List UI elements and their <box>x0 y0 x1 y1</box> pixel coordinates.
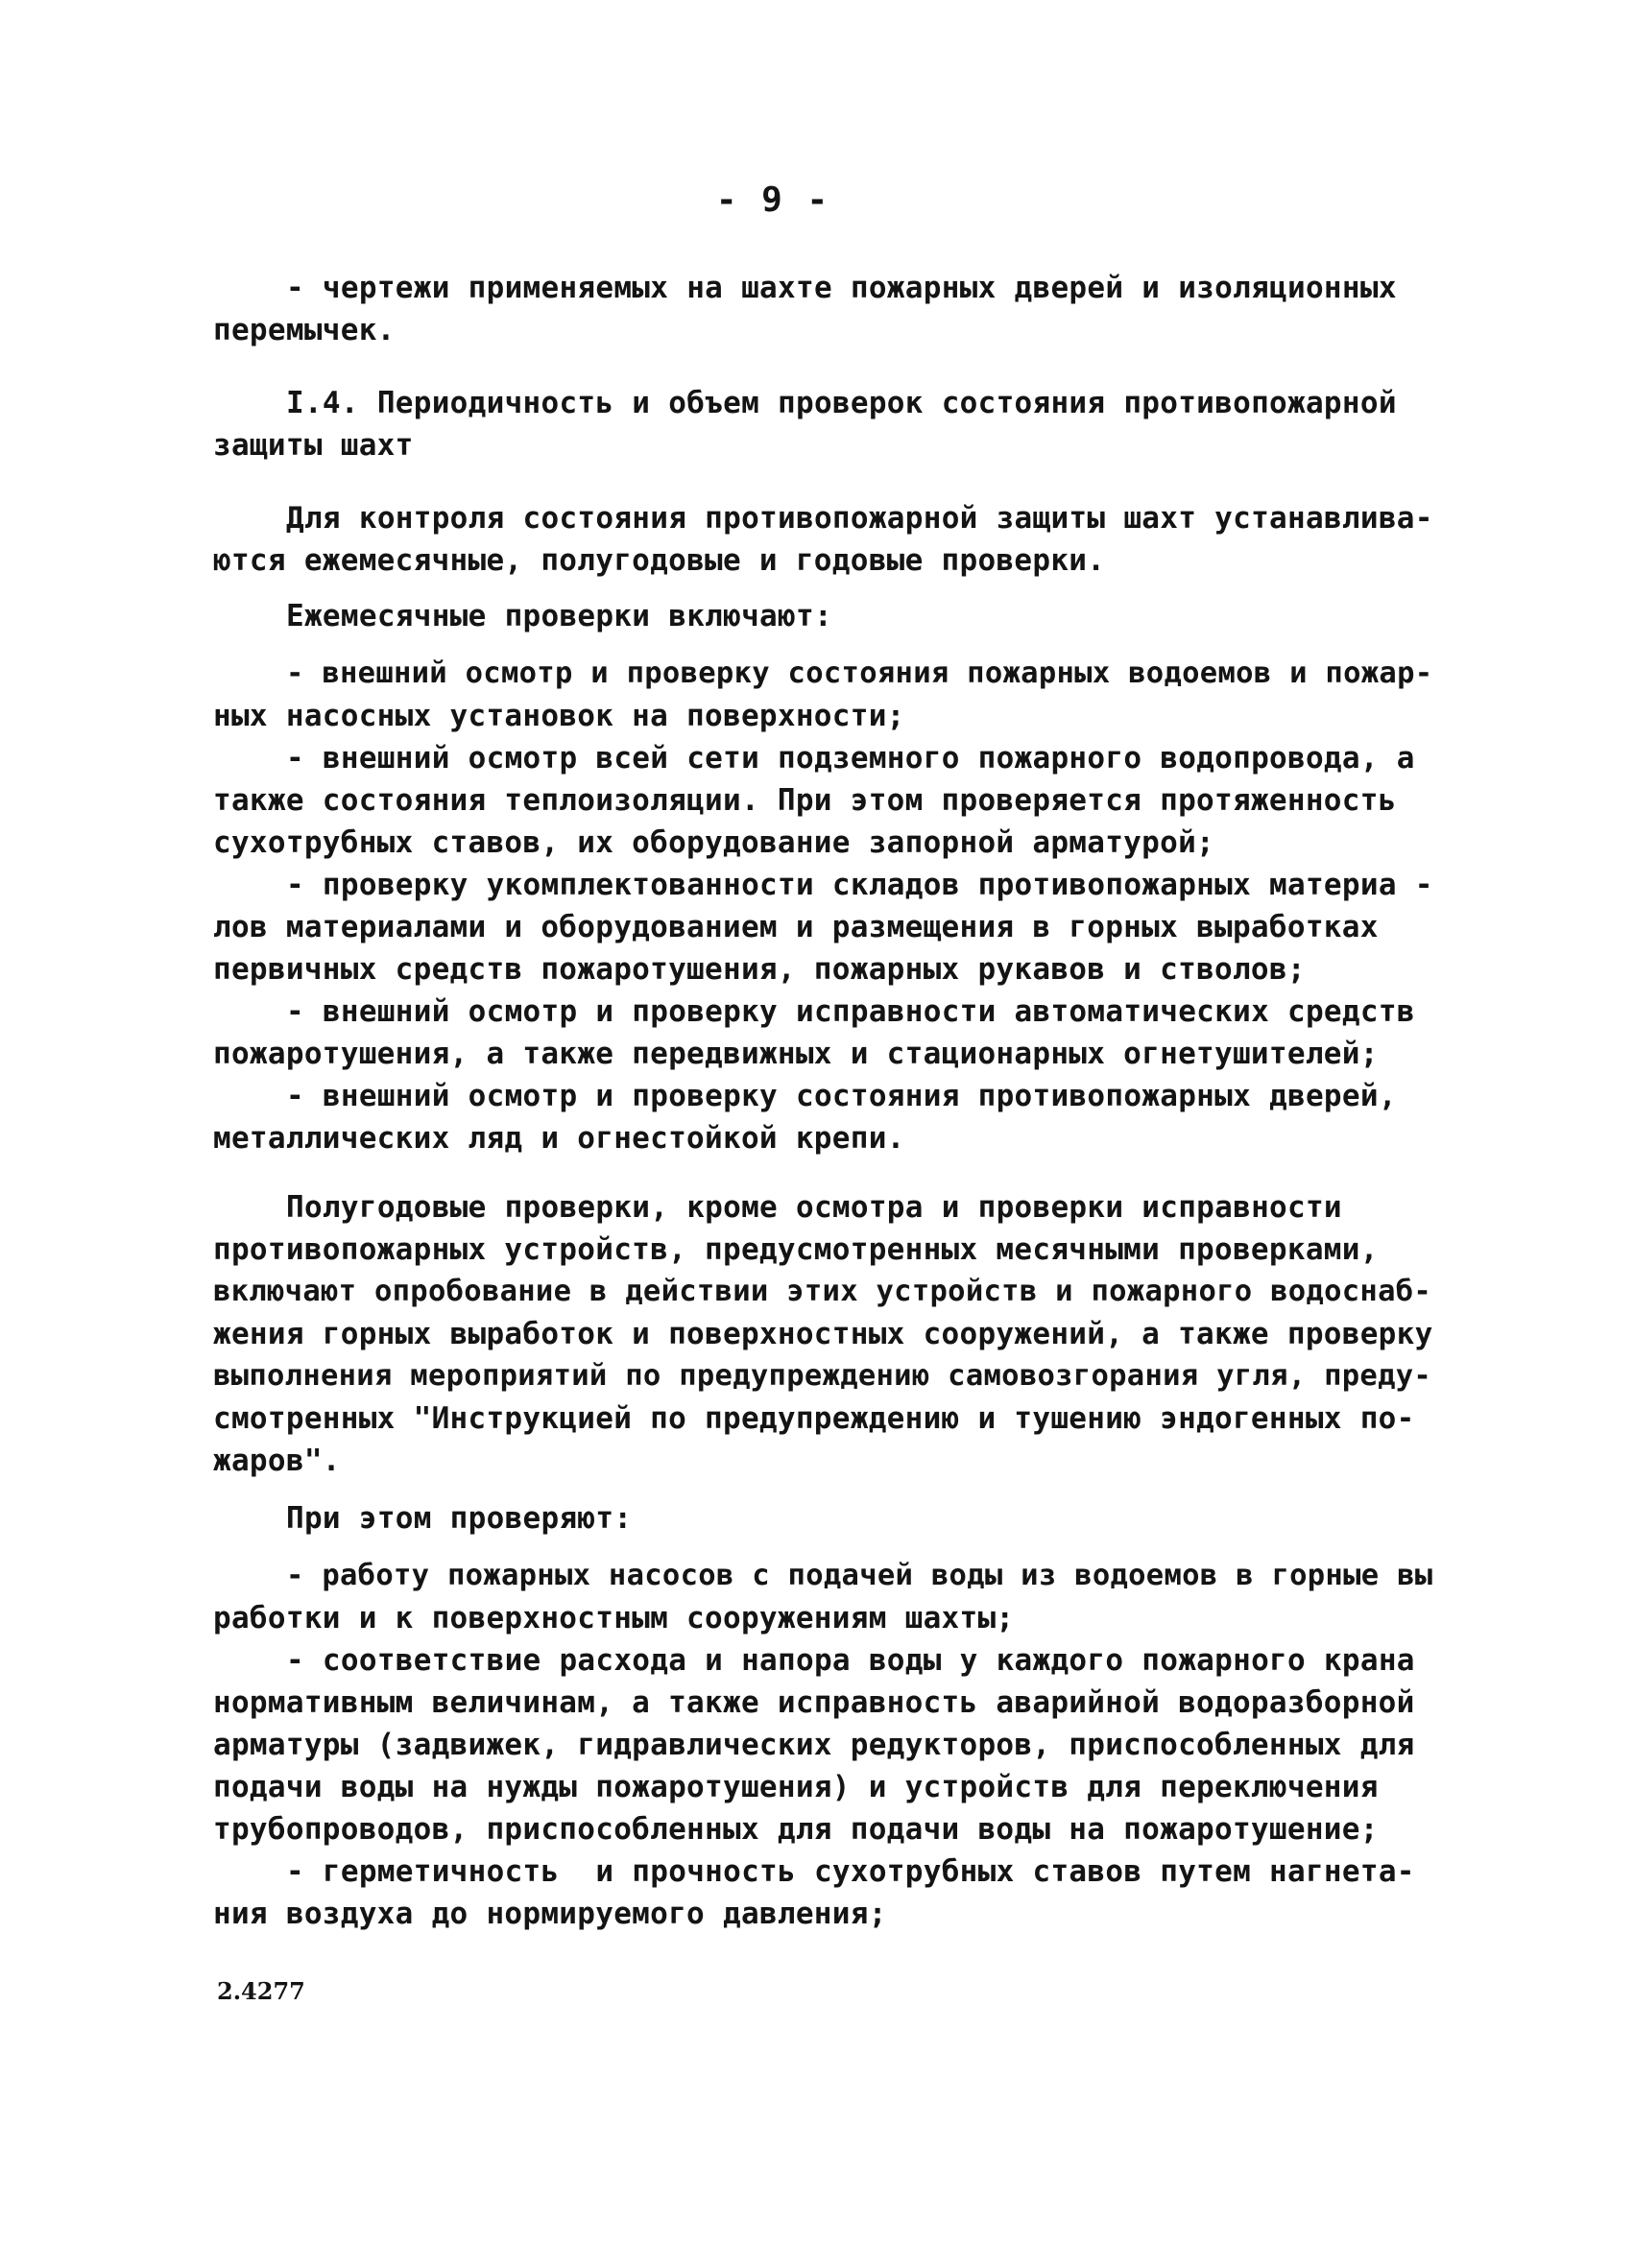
text-line: пожаротушения, а также передвижных и стационарных огнетушителей; <box>213 1037 1379 1071</box>
text-line: ются ежемесячные, полугодовые и годовые проверки. <box>213 543 1106 578</box>
footer-code: 2.4277 <box>217 1977 305 2005</box>
list-item: - внешний осмотр и проверку состояния пожарных водоемов и пожар- <box>286 657 1433 690</box>
text-line: подачи воды на нужды пожаротушения) и устройств для переключения <box>213 1770 1379 1804</box>
text-line: сухотрубных ставов, их оборудование запорной арматурой; <box>213 825 1214 860</box>
section-heading: I.4. Периодичность и объем проверок состояния противопожарной <box>286 386 1397 420</box>
text-line: арматуры (задвижек, гидравлических редукторов, приспособленных для <box>213 1728 1415 1762</box>
text-line: металлических ляд и огнестойкой крепи. <box>213 1121 905 1156</box>
page-number: - 9 - <box>715 180 830 220</box>
text-line: выполнения мероприятий по предупреждению самовозгорания угля, преду- <box>213 1359 1432 1393</box>
text-line: жаров". <box>213 1444 341 1478</box>
text-line: Полугодовые проверки, кроме осмотра и проверки исправности <box>286 1190 1342 1225</box>
text-line: первичных средств пожаротушения, пожарных рукавов и стволов; <box>213 952 1306 987</box>
text-line: жения горных выработок и поверхностных сооружений, а также проверку <box>213 1317 1433 1351</box>
text-line: ных насосных установок на поверхности; <box>213 699 905 733</box>
text-line: При этом проверяют: <box>286 1501 633 1536</box>
list-item: - внешний осмотр и проверку состояния противопожарных дверей, <box>286 1079 1397 1113</box>
text-line: - чертежи применяемых на шахте пожарных дверей и изоляционных <box>286 271 1397 305</box>
text-line: противопожарных устройств, предусмотренных месячными проверками, <box>213 1232 1379 1267</box>
list-item: - герметичность и прочность сухотрубных ставов путем нагнета- <box>286 1854 1415 1889</box>
list-item: - работу пожарных насосов с подачей воды из водоемов в горные вы <box>286 1559 1433 1592</box>
text-line: смотренных "Инструкцией по предупреждению и тушению эндогенных по- <box>213 1401 1415 1436</box>
text-line: Ежемесячные проверки включают: <box>286 599 832 633</box>
text-line: также состояния теплоизоляции. При этом проверяется протяженность <box>213 783 1397 818</box>
text-line: лов материалами и оборудованием и размещения в горных выработках <box>213 910 1379 944</box>
text-line: нормативным величинам, а также исправность аварийной водоразборной <box>213 1685 1415 1720</box>
text-line: включают опробование в действии этих устройств и пожарного водоснаб- <box>213 1275 1432 1308</box>
text-line: трубопроводов, приспособленных для подачи воды на пожаротушение; <box>213 1812 1379 1847</box>
list-item: - соответствие расхода и напора воды у каждого пожарного крана <box>286 1643 1415 1678</box>
section-heading: защиты шахт <box>213 428 414 463</box>
text-line: работки и к поверхностным сооружениям шахты; <box>213 1601 1015 1635</box>
text-line: перемычек. <box>213 313 396 347</box>
list-item: - проверку укомплектованности складов противопожарных материа - <box>286 868 1433 902</box>
text-line: ния воздуха до нормируемого давления; <box>213 1897 887 1931</box>
list-item: - внешний осмотр и проверку исправности автоматических средств <box>286 994 1415 1029</box>
text-line: Для контроля состояния противопожарной защиты шахт устанавлива- <box>286 501 1433 536</box>
list-item: - внешний осмотр всей сети подземного пожарного водопровода, а <box>286 741 1415 776</box>
